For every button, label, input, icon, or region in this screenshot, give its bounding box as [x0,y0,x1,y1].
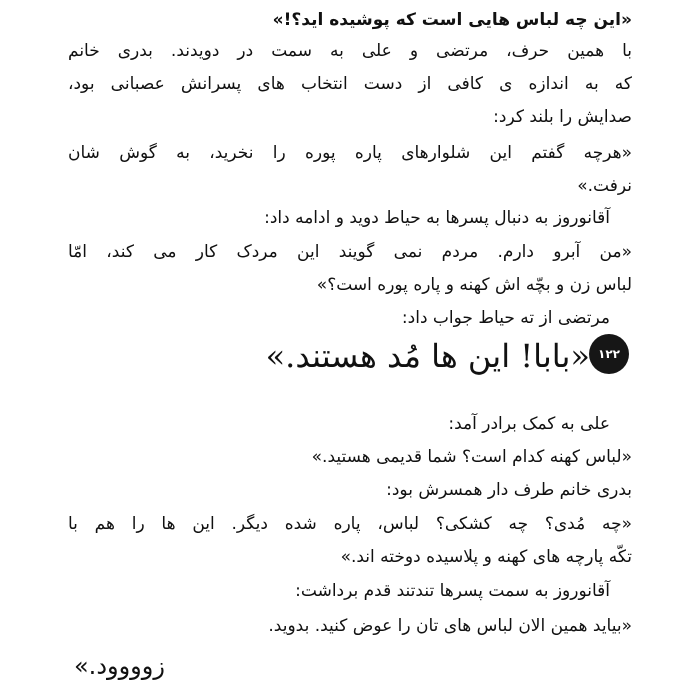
text-line-7: آقانوروز به دنبال پسرها به حیاط دوید و ادامه داد: [264,208,610,228]
text-line-8: «من آبرو دارم. مردم نمی گویند این مردک کار می کند، امّا [68,242,632,262]
text-line-9: لباس زن و بچّه اش کهنه و پاره پوره است؟» [316,275,632,295]
text-line-15: «چه مُدی؟ چه کشکی؟ لباس، پاره شده دیگر. این ها را هم با [68,514,632,534]
text-line-3: که به اندازه ی کافی از دست انتخاب های پسرانش عصبانی بود، [68,74,632,94]
text-line-12: علی به کمک برادر آمد: [448,414,610,434]
text-line-2: با همین حرف، مرتضی و علی به سمت در دویدند. بدری خانم [68,41,632,61]
display-quote: «بابا! این ها مُد هستند.» [265,337,590,375]
text-line-5: «هرچه گفتم این شلوارهای پاره پوره را نخرید، به گوش شان [68,143,632,163]
text-line-4: صدایش را بلند کرد: [493,107,632,127]
text-line-1: «این چه لباس هایی است که پوشیده اید؟!» [272,10,632,30]
text-line-14: بدری خانم طرف دار همسرش بود: [386,480,632,500]
display-shout: زوووود.» [74,652,165,680]
text-line-16: تکّه پارچه های کهنه و پلاسیده دوخته اند.» [340,547,632,567]
text-line-17: آقانوروز به سمت پسرها تندتند قدم برداشت: [295,581,610,601]
text-line-10: مرتضی از ته حیاط جواب داد: [401,308,610,328]
page-number-badge: ۱۲۲ [589,334,629,374]
text-line-13: «لباس کهنه کدام است؟ شما قدیمی هستید.» [311,447,632,467]
text-line-6: نرفت.» [577,176,632,196]
text-line-18: «بیاید همین الان لباس های تان را عوض کنید. بدوید. [268,616,632,636]
